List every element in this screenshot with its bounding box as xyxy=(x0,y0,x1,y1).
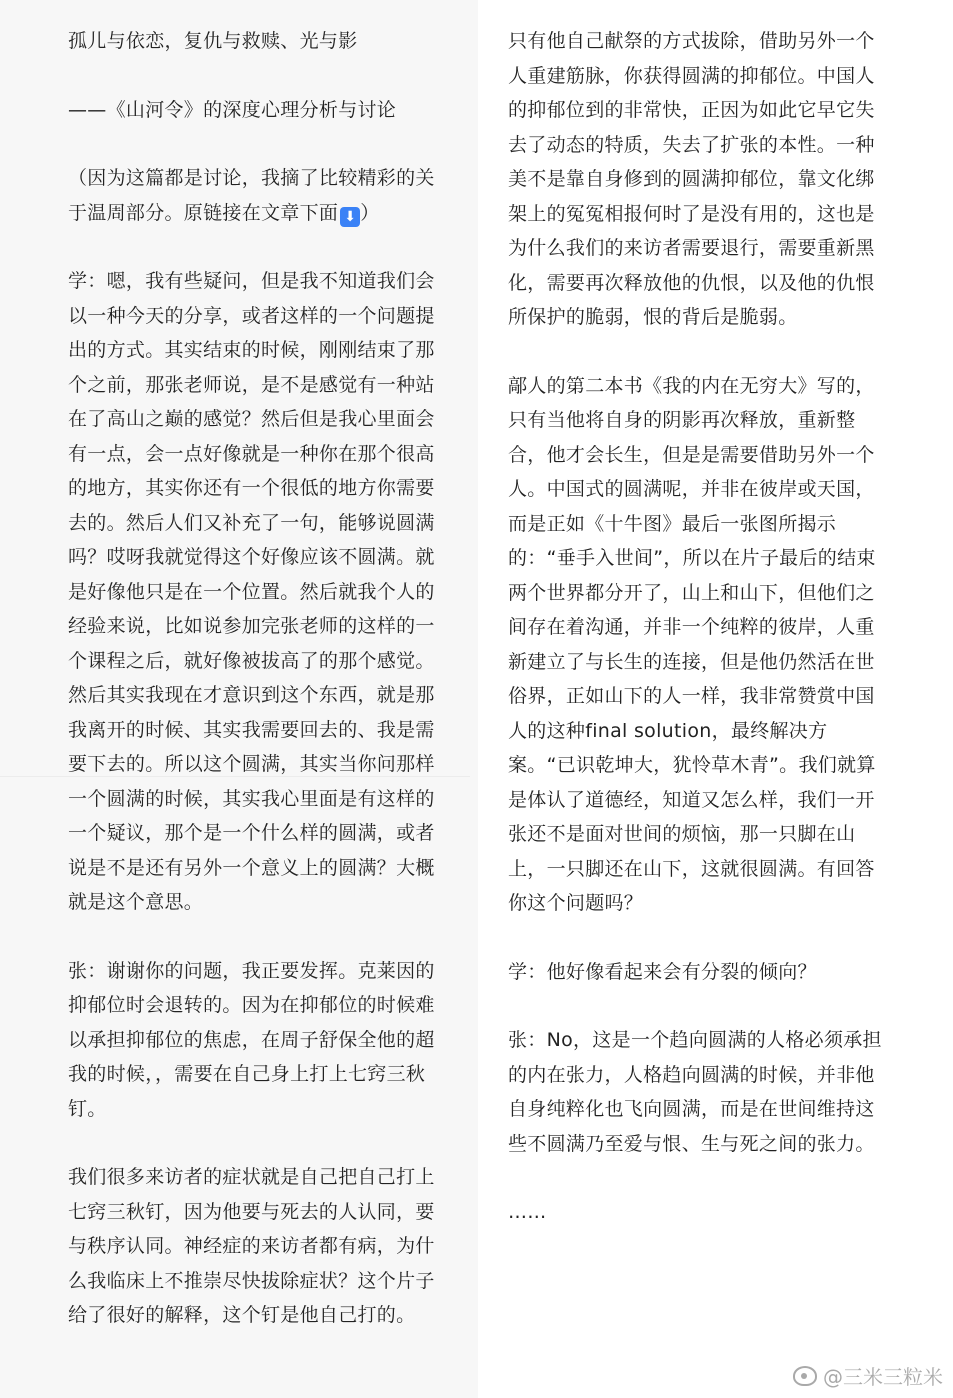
ellipsis: …… xyxy=(508,1201,547,1223)
down-arrow-icon: ⬇ xyxy=(340,207,360,227)
student-question-1: 学：嗯，我有些疑问，但是我不知道我们会以一种今天的分享，或者这样的一个问题提出的方式。其实结束的时候，刚刚结束了那个之前，那张老师说，是不是感觉有一种站在了高山之巅的感觉？然后但是我心里面会有一点，会一点好像就是一种你在那个很高的地方，其实你还有一个很低的地方你需要去的。然后人们又补充了一句，能够说圆满吗？哎呀我就觉得这个好像应该不圆满。就是好像他只是在一个位置。然后就我个人的经验来说，比如说参加完张老师的这样的一个课程之后，就好像被拔高了的那个感觉。然后其实我现在才意识到这个东西，就是那我离开的时候、其实我需要回去的、我是需要下去的。所以这个圆满，其实当你问那样一个圆满的时候，其实我心里面是有这样的一个疑议，那个是一个什么样的圆满，或者说是不是还有另外一个意义上的圆满？大概就是这个意思。 xyxy=(68,270,435,913)
article-title: 孤儿与依恋，复仇与救赎、光与影 xyxy=(68,30,358,52)
teacher-answer-2: 张：No，这是一个趋向圆满的人格必须承担的内在张力，人格趋向圆满的时候，并非他自身纯粹化也飞向圆满，而是在世间维持这些不圆满乃至爱与恨、生与死之间的张力。 xyxy=(508,1029,882,1155)
intro-note xyxy=(68,161,446,230)
right-column-content xyxy=(508,24,888,1230)
teacher-answer-1-continued: 我们很多来访者的症状就是自己把自己打上七窍三秋钉，因为他要与死去的人认同，要与秩序认同。神经症的来访者都有病，为什么我临床上不推崇尽快拔除症状？这个片子给了很好的解释，这个钉是他自己打的。 xyxy=(68,1166,435,1326)
intro-note-text: （因为这篇都是讨论，我摘了比较精彩的关于温周部分。原链接在文章下面 xyxy=(68,167,435,224)
weibo-icon xyxy=(793,1366,817,1386)
left-column-content xyxy=(68,24,446,1333)
watermark-text: @三米三粒米 xyxy=(823,1365,943,1389)
right-column xyxy=(478,0,953,1398)
divider xyxy=(0,776,470,777)
article-subtitle: ——《山河令》的深度心理分析与讨论 xyxy=(68,98,397,121)
watermark xyxy=(793,1361,943,1390)
teacher-answer-1-part-3: 鄗人的第二本书《我的内在无穷大》写的，只有当他将自身的阴影再次释放，重新整合，他才会长生，但是是需要借助另外一个人。中国式的圆满呢，并非在彼岸或天国，而是正如《十牛图》最后一张图所揭示的：“垂手入世间”，所以在片子最后的结束两个世界都分开了，山上和山下，但他们之间存在着沟通，并非一个纯粹的彼岸，人重新建立了与长生的连接，但是他仍然活在世俗界，正如山下的人一样，我非常赞赏中国人的这种final solution，最终解决方案。“已识乾坤大，犹怜草木青”。我们就算是体认了道德经，知道又怎么样，我们一开张还不是面对世间的烦恼，那一只脚在山上，一只脚还在山下，这就很圆满。有回答你这个问题吗？ xyxy=(508,374,876,914)
intro-note-end: ） xyxy=(360,201,380,224)
teacher-answer-1: 张：谢谢你的问题，我正要发挥。克莱因的抑郁位时会退转的。因为在抑郁位的时候难以承担抑郁位的焦虑，在周子舒保全他的超我的时候，，需要在自己身上打上七窍三秋钉。 xyxy=(68,959,435,1120)
teacher-answer-1-part-2: 只有他自己献祭的方式拔除，借助另外一个人重建筋脉，你获得圆满的抑郁位。中国人的抑郁位到的非常快，正因为如此它早它失去了动态的特质，失去了扩张的本性。一种美不是靠自身修到的圆满抑郁位，靠文化绑架上的冤冤相报何时了是没有用的，这也是为什么我们的来访者需要退行，需要重新黑化，需要再次释放他的仇恨，以及他的仇恨所保护的脆弱，恨的背后是脆弱。 xyxy=(508,30,875,328)
student-question-2: 学：他好像看起来会有分裂的倾向？ xyxy=(508,960,817,983)
